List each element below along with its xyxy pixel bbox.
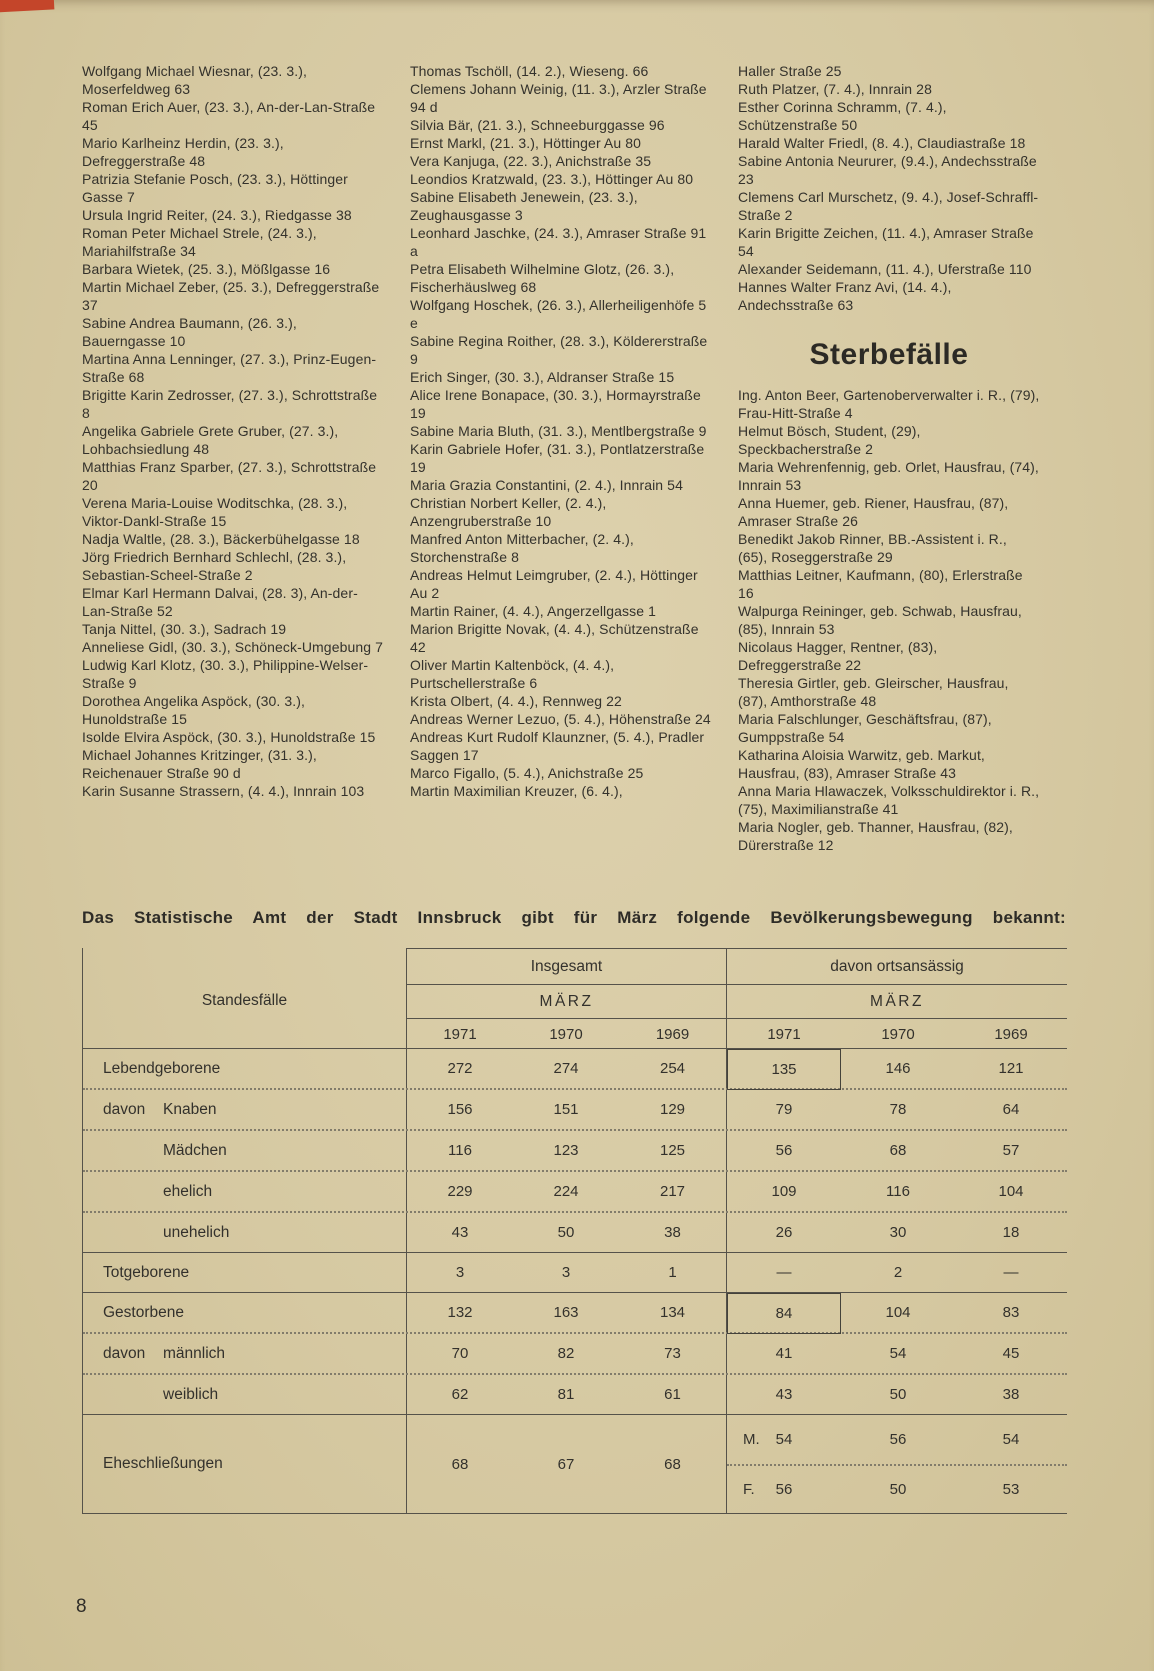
- death-entry: Maria Wehrenfennig, geb. Orlet, Hausfrau, (74), Innrain 53: [738, 459, 1039, 493]
- table-value: 68: [451, 1455, 469, 1473]
- year-header: 1969: [619, 1018, 727, 1049]
- table-value: 54: [1002, 1431, 1020, 1448]
- birth-entry: Clemens Johann Weinig, (11. 3.), Arzler Straße 94 d: [410, 81, 707, 115]
- table-value: 163: [553, 1304, 579, 1321]
- year-header: 1970: [841, 1018, 955, 1049]
- birth-entry: Roman Peter Michael Strele, (24. 3.), Mariahilfstraße 34: [82, 225, 317, 259]
- birth-entry: Clemens Carl Murschetz, (9. 4.), Josef-Schraffl-Straße 2: [738, 189, 1039, 223]
- table-value: M. 54: [743, 1431, 793, 1448]
- table-value: 116: [886, 1183, 910, 1200]
- row-label-text: Knaben: [163, 1100, 217, 1118]
- death-entry: Walpurga Reininger, geb. Schwab, Hausfrau, (85), Innrain 53: [738, 603, 1022, 637]
- birth-entry: Sabine Maria Bluth, (31. 3.), Mentlbergstraße 9: [410, 423, 707, 439]
- table-value: 68: [619, 1415, 727, 1513]
- birth-entry: Karin Brigitte Zeichen, (11. 4.), Amraser Straße 54: [738, 225, 1034, 259]
- split-row-prefix: F.: [743, 1481, 755, 1498]
- birth-entry: Haller Straße 25: [738, 63, 842, 79]
- death-entry: Matthias Leitner, Kaufmann, (80), Erlerstraße 16: [738, 567, 1023, 601]
- table-value: 43: [775, 1386, 793, 1403]
- death-entry: Maria Nogler, geb. Thanner, Hausfrau, (82), Dürerstraße 12: [738, 819, 1013, 853]
- split-cell-group: [727, 1415, 1067, 1513]
- table-value: 67: [557, 1455, 575, 1473]
- birth-entry: Esther Corinna Schramm, (7. 4.), Schützenstraße 50: [738, 99, 947, 133]
- birth-entry: Silvia Bär, (21. 3.), Schneeburggasse 96: [410, 117, 665, 133]
- table-value: 54: [889, 1345, 907, 1362]
- row-label: [83, 1253, 407, 1292]
- birth-entry: Manfred Anton Mitterbacher, (2. 4.), Storchenstraße 8: [410, 531, 634, 565]
- table-value: 64: [1002, 1101, 1020, 1118]
- birth-entry: Karin Susanne Strassern, (4. 4.), Innrain 103: [82, 783, 365, 799]
- death-entry: Benedikt Jakob Rinner, BB.-Assistent i. R., (65), Roseggerstraße 29: [738, 531, 1007, 565]
- table-value: 30: [889, 1224, 907, 1241]
- birth-entry: Sabine Antonia Neururer, (9.4.), Andechsstraße 23: [738, 153, 1037, 187]
- birth-entry: Patrizia Stefanie Posch, (23. 3.), Höttinger Gasse 7: [82, 171, 348, 205]
- table-value: 79: [775, 1101, 793, 1118]
- row-label-text: weiblich: [163, 1385, 219, 1403]
- death-entry: Anna Maria Hlawaczek, Volksschuldirektor i. R., (75), Maximilianstraße 41: [738, 783, 1040, 817]
- table-value: 43: [451, 1224, 469, 1241]
- table-value: 109: [771, 1183, 797, 1200]
- table-value: 70: [451, 1345, 469, 1362]
- birth-entry: Barbara Wietek, (25. 3.), Mößlgasse 16: [82, 261, 331, 277]
- group-header-insgesamt: Insgesamt: [407, 948, 727, 985]
- row-label: [83, 1049, 407, 1088]
- table-value: 84: [727, 1293, 841, 1334]
- death-entry: Ing. Anton Beer, Gartenoberverwalter i. R., (79), Frau-Hitt-Straße 4: [738, 387, 1040, 421]
- table-value: 50: [889, 1386, 907, 1403]
- birth-entry: Ruth Platzer, (7. 4.), Innrain 28: [738, 81, 932, 97]
- row-label: [83, 1090, 407, 1129]
- row-label: [83, 1131, 407, 1170]
- row-label: [83, 1375, 407, 1414]
- table-value: 50: [557, 1224, 575, 1241]
- birth-entry: Leondios Kratzwald, (23. 3.), Höttinger Au 80: [410, 171, 694, 187]
- birth-entry: Matthias Franz Sparber, (27. 3.), Schrottstraße 20: [82, 459, 377, 493]
- month-header-insgesamt: MÄRZ: [407, 984, 727, 1019]
- birth-entry: Andreas Helmut Leimgruber, (2. 4.), Höttinger Au 2: [410, 567, 698, 601]
- table-value: 134: [619, 1293, 727, 1332]
- death-entry: Anna Huemer, geb. Riener, Hausfrau, (87), Amraser Straße 26: [738, 495, 1009, 529]
- birth-entry: Roman Erich Auer, (23. 3.), An-der-Lan-Straße 45: [82, 99, 376, 133]
- announcement-columns: [82, 62, 1040, 854]
- death-entry: Nicolaus Hagger, Rentner, (83), Defreggerstraße 22: [738, 639, 938, 673]
- row-header-standesfaelle: Standesfälle: [83, 984, 407, 1018]
- deaths-list: [738, 386, 1040, 854]
- death-entry: Helmut Bösch, Student, (29), Speckbacherstraße 2: [738, 423, 921, 457]
- birth-entry: Martin Michael Zeber, (25. 3.), Defreggerstraße 37: [82, 279, 380, 313]
- birth-entry: Michael Johannes Kritzinger, (31. 3.), Reichenauer Straße 90 d: [82, 747, 317, 781]
- table-value: F. 56: [743, 1481, 793, 1498]
- year-header: 1969: [955, 1018, 1067, 1049]
- table-value: 151: [553, 1101, 579, 1118]
- row-label-text: männlich: [163, 1344, 226, 1362]
- table-value: 135: [727, 1049, 841, 1090]
- year-header: 1971: [407, 1018, 513, 1049]
- year-row-spacer: [83, 1018, 407, 1048]
- table-value: 132: [447, 1304, 473, 1321]
- birth-entry: Maria Grazia Constantini, (2. 4.), Innrain 54: [410, 477, 683, 493]
- birth-entry: Andreas Kurt Rudolf Klaunzner, (5. 4.), Pradler Saggen 17: [410, 729, 705, 763]
- birth-entry: Oliver Martin Kaltenböck, (4. 4.), Purtschellerstraße 6: [410, 657, 615, 691]
- table-value: 26: [775, 1224, 793, 1241]
- table-value: 56: [775, 1142, 793, 1159]
- birth-entry: Andreas Werner Lezuo, (5. 4.), Höhenstraße 24: [410, 711, 711, 727]
- table-value: 217: [619, 1172, 727, 1211]
- table-value: 50: [889, 1481, 907, 1498]
- birth-entry: Sabine Andrea Baumann, (26. 3.), Bauerngasse 10: [82, 315, 297, 349]
- table-value: 129: [619, 1090, 727, 1129]
- birth-entry: Jörg Friedrich Bernhard Schlechl, (28. 3.), Sebastian-Scheel-Straße 2: [82, 549, 347, 583]
- births-column-1: [82, 62, 384, 854]
- table-value: 38: [1002, 1386, 1020, 1403]
- birth-entry: Marco Figallo, (5. 4.), Anichstraße 25: [410, 765, 644, 781]
- table-corner-cell: [83, 948, 407, 984]
- death-entry: Katharina Aloisia Warwitz, geb. Markut, Hausfrau, (83), Amraser Straße 43: [738, 747, 985, 781]
- table-value: 272: [447, 1060, 473, 1077]
- table-value: 68: [889, 1142, 907, 1159]
- birth-entry: Hannes Walter Franz Avi, (14. 4.), Andechsstraße 63: [738, 279, 952, 313]
- row-label: [83, 1293, 407, 1332]
- row-label-text: Mädchen: [163, 1141, 227, 1159]
- table-value: 78: [889, 1101, 907, 1118]
- split-row-prefix: M.: [743, 1431, 760, 1448]
- page-corner-mark: [0, 0, 54, 13]
- table-value: —: [1003, 1264, 1019, 1281]
- table-value: 116: [448, 1142, 472, 1159]
- birth-entry: Vera Kanjuga, (22. 3.), Anichstraße 35: [410, 153, 652, 169]
- birth-entry: Wolfgang Michael Wiesnar, (23. 3.), Moserfeldweg 63: [82, 63, 308, 97]
- table-value: 83: [1002, 1304, 1020, 1321]
- table-value: 57: [1002, 1142, 1020, 1159]
- birth-entry: Christian Norbert Keller, (2. 4.), Anzengruberstraße 10: [410, 495, 607, 529]
- birth-entry: Martin Rainer, (4. 4.), Angerzellgasse 1: [410, 603, 657, 619]
- split-row: [727, 1415, 1067, 1464]
- table-value: 121: [998, 1060, 1024, 1077]
- row-label-text: unehelich: [163, 1223, 230, 1241]
- row-label-prefix: davon: [103, 1100, 146, 1118]
- birth-entry: Ernst Markl, (21. 3.), Höttinger Au 80: [410, 135, 642, 151]
- table-value: 104: [885, 1304, 911, 1321]
- table-value: 146: [885, 1060, 911, 1077]
- table-value: —: [776, 1264, 792, 1281]
- table-value: 104: [998, 1183, 1024, 1200]
- row-label: [83, 1334, 407, 1373]
- group-header-ortsansaessig: davon ortsansässig: [727, 948, 1067, 985]
- row-label-text: Totgeborene: [103, 1263, 190, 1281]
- birth-entry: Erich Singer, (30. 3.), Aldranser Straße 15: [410, 369, 675, 385]
- row-label: [83, 1415, 407, 1513]
- page-number: 8: [76, 1596, 87, 1617]
- birth-entry: Wolfgang Hoschek, (26. 3.), Allerheiligenhöfe 5 e: [410, 297, 707, 331]
- birth-entry: Brigitte Karin Zedrosser, (27. 3.), Schrottstraße 8: [82, 387, 378, 421]
- death-entry: Maria Falschlunger, Geschäftsfrau, (87), Gumppstraße 54: [738, 711, 992, 745]
- birth-entry: Isolde Elvira Aspöck, (30. 3.), Hunoldstraße 15: [82, 729, 376, 745]
- table-value: 73: [619, 1334, 727, 1373]
- births-column-3-top: [738, 62, 1040, 314]
- statistics-intro: Das Statistische Amt der Stadt Innsbruck gibt für März folgende Bevölkerungsbewegung bekannt:: [82, 908, 1066, 927]
- table-value: 81: [557, 1386, 575, 1403]
- row-label: [83, 1172, 407, 1211]
- row-label-text: Eheschließungen: [103, 1455, 223, 1472]
- table-value: 82: [557, 1345, 575, 1362]
- birth-entry: Sabine Elisabeth Jenewein, (23. 3.), Zeughausgasse 3: [410, 189, 638, 223]
- death-entry: Theresia Girtler, geb. Gleirscher, Hausfrau, (87), Amthorstraße 48: [738, 675, 1009, 709]
- table-value: 53: [1002, 1481, 1020, 1498]
- row-label-text: Lebendgeborene: [103, 1059, 221, 1077]
- birth-entry: Alice Irene Bonapace, (30. 3.), Hormayrstraße 19: [410, 387, 701, 421]
- birth-entry: Verena Maria-Louise Woditschka, (28. 3.), Viktor-Dankl-Straße 15: [82, 495, 348, 529]
- row-label-text: ehelich: [163, 1182, 213, 1200]
- table-value: 45: [1002, 1345, 1020, 1362]
- table-value: 56: [889, 1431, 907, 1448]
- birth-entry: Nadja Waltle, (28. 3.), Bäckerbühelgasse 18: [82, 531, 360, 547]
- table-value: 224: [553, 1183, 579, 1200]
- table-value: 61: [619, 1375, 727, 1414]
- birth-entry: Sabine Regina Roither, (28. 3.), Köldererstraße 9: [410, 333, 708, 367]
- birth-entry: Anneliese Gidl, (30. 3.), Schöneck-Umgebung 7: [82, 639, 383, 655]
- table-value: 38: [619, 1213, 727, 1252]
- table-value: 18: [1002, 1224, 1020, 1241]
- birth-entry: Martina Anna Lenninger, (27. 3.), Prinz-Eugen-Straße 68: [82, 351, 377, 385]
- table-value: 123: [553, 1142, 579, 1159]
- table-value: 125: [619, 1131, 727, 1170]
- birth-entry: Alexander Seidemann, (11. 4.), Uferstraße 110: [738, 261, 1032, 277]
- table-value: 156: [447, 1101, 473, 1118]
- birth-entry: Mario Karlheinz Herdin, (23. 3.), Defreggerstraße 48: [82, 135, 284, 169]
- birth-entry: Tanja Nittel, (30. 3.), Sadrach 19: [82, 621, 287, 637]
- year-header: 1970: [513, 1018, 619, 1049]
- birth-entry: Leonhard Jaschke, (24. 3.), Amraser Straße 91 a: [410, 225, 707, 259]
- table-value: 3: [561, 1264, 571, 1281]
- table-value: 229: [447, 1183, 473, 1200]
- birth-entry: Elmar Karl Hermann Dalvai, (28. 3), An-der-Lan-Straße 52: [82, 585, 358, 619]
- table-value: 2: [893, 1264, 903, 1281]
- birth-entry: Ursula Ingrid Reiter, (24. 3.), Riedgasse 38: [82, 207, 352, 223]
- births-column-2: [410, 62, 712, 854]
- table-value: 254: [619, 1049, 727, 1088]
- table-value: 41: [775, 1345, 793, 1362]
- row-label-text: Gestorbene: [103, 1303, 184, 1321]
- month-header-ortsansaessig: MÄRZ: [727, 984, 1067, 1019]
- birth-entry: Angelika Gabriele Grete Gruber, (27. 3.), Lohbachsiedlung 48: [82, 423, 339, 457]
- births-column-3: [738, 62, 1040, 854]
- row-label: [83, 1213, 407, 1252]
- year-header: 1971: [727, 1018, 841, 1049]
- row-label-prefix: davon: [103, 1344, 146, 1362]
- birth-entry: Thomas Tschöll, (14. 2.), Wieseng. 66: [410, 63, 649, 79]
- birth-entry: Dorothea Angelika Aspöck, (30. 3.), Hunoldstraße 15: [82, 693, 305, 727]
- birth-entry: Ludwig Karl Klotz, (30. 3.), Philippine-Welser-Straße 9: [82, 657, 369, 691]
- split-row: [727, 1464, 1067, 1513]
- table-value: 1: [619, 1253, 727, 1292]
- deaths-heading: Sterbefälle: [809, 338, 969, 371]
- birth-entry: Martin Maximilian Kreuzer, (6. 4.),: [410, 783, 623, 799]
- population-table: [82, 948, 1067, 1514]
- birth-entry: Krista Olbert, (4. 4.), Rennweg 22: [410, 693, 622, 709]
- birth-entry: Marion Brigitte Novak, (4. 4.), Schützenstraße 42: [410, 621, 699, 655]
- birth-entry: Petra Elisabeth Wilhelmine Glotz, (26. 3.), Fischerhäuslweg 68: [410, 261, 675, 295]
- birth-entry: Karin Gabriele Hofer, (31. 3.), Pontlatzerstraße 19: [410, 441, 705, 475]
- table-value: 274: [553, 1060, 579, 1077]
- table-value: 3: [455, 1264, 465, 1281]
- birth-entry: Harald Walter Friedl, (8. 4.), Claudiastraße 18: [738, 135, 1026, 151]
- table-value: 62: [451, 1386, 469, 1403]
